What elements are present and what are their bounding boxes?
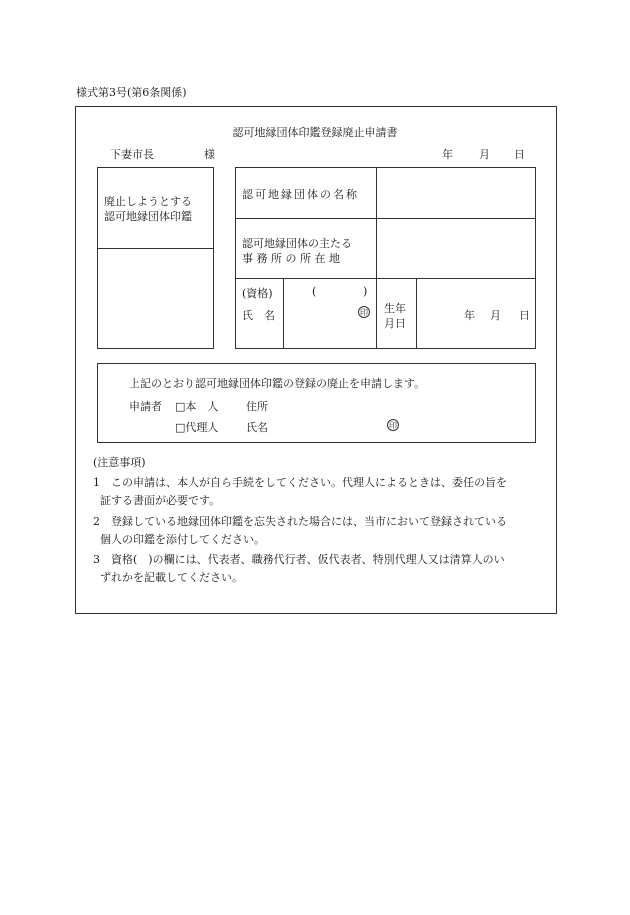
date-year: 年 [442,148,453,161]
option-self-checkbox[interactable]: □本 人 [175,400,219,413]
applicant-address-label: 住所 [246,400,268,413]
notes-heading: (注意事項) [93,456,146,469]
org-name-field[interactable] [378,169,534,217]
office-label-2: 事 務 所 の 所 在 地 [242,252,340,265]
applicant-seal-icon: 印 [389,421,397,430]
date-month: 月 [479,148,490,161]
office-address-field[interactable] [378,220,534,277]
qualification-label: (資格) [242,287,273,300]
birth-date-field[interactable] [418,280,534,347]
org-name-label: 認可地縁団体の名称 [242,188,359,201]
addressee: 下妻市長 [110,148,154,161]
office-label-1: 認可地縁団体の主たる [242,237,352,250]
birth-label-1: 生年 [384,302,406,315]
table-row-divider-1 [235,218,536,219]
cancel-seal-label-1: 廃止しようとする [104,195,192,208]
note-2-line-2: 個人の印鑑を添付してください。 [100,533,265,546]
birth-day: 日 [519,309,530,322]
applicant-label: 申請者 [129,400,162,413]
option-agent-checkbox[interactable]: □代理人 [175,421,219,434]
birth-label-2: 月日 [384,317,406,330]
qualification-paren-close: ) [363,285,368,298]
applicant-name-label: 氏名 [246,421,268,434]
note-1-line-1: 1 この申請は、本人が自ら手続をしてください。代理人によるときは、委任の旨を [93,476,507,489]
representative-name-label: 氏 名 [242,309,275,322]
note-3-line-2: ずれかを記載してください。 [100,571,243,584]
note-3-line-1: 3 資格( )の欄には、代表者、職務代行者、仮代表者、特別代理人又は清算人のい [93,553,505,566]
birth-month: 月 [490,309,501,322]
form-number: 様式第3号(第6条関係) [76,86,187,99]
table-row-divider-2 [235,278,536,279]
name-col-divider [283,278,284,349]
honorific: 様 [204,148,215,161]
declaration-text: 上記のとおり認可地縁団体印鑑の登録の廃止を申請します。 [129,377,426,390]
table-col-divider [376,167,377,349]
form-title: 認可地縁団体印鑑登録廃止申請書 [232,126,398,139]
qualification-paren-open: ( [312,285,317,298]
note-1-line-2: 証する書面が必要です。 [100,494,221,507]
date-day: 日 [514,148,525,161]
birth-col-divider [416,278,417,349]
representative-seal-icon: 印 [360,308,368,317]
note-2-line-1: 2 登録している地縁団体印鑑を忘失された場合には、当市において登録されている [93,515,507,528]
seal-impression-area[interactable] [98,249,213,348]
cancel-seal-label-2: 認可地縁団体印鑑 [104,210,192,223]
birth-year: 年 [464,309,475,322]
